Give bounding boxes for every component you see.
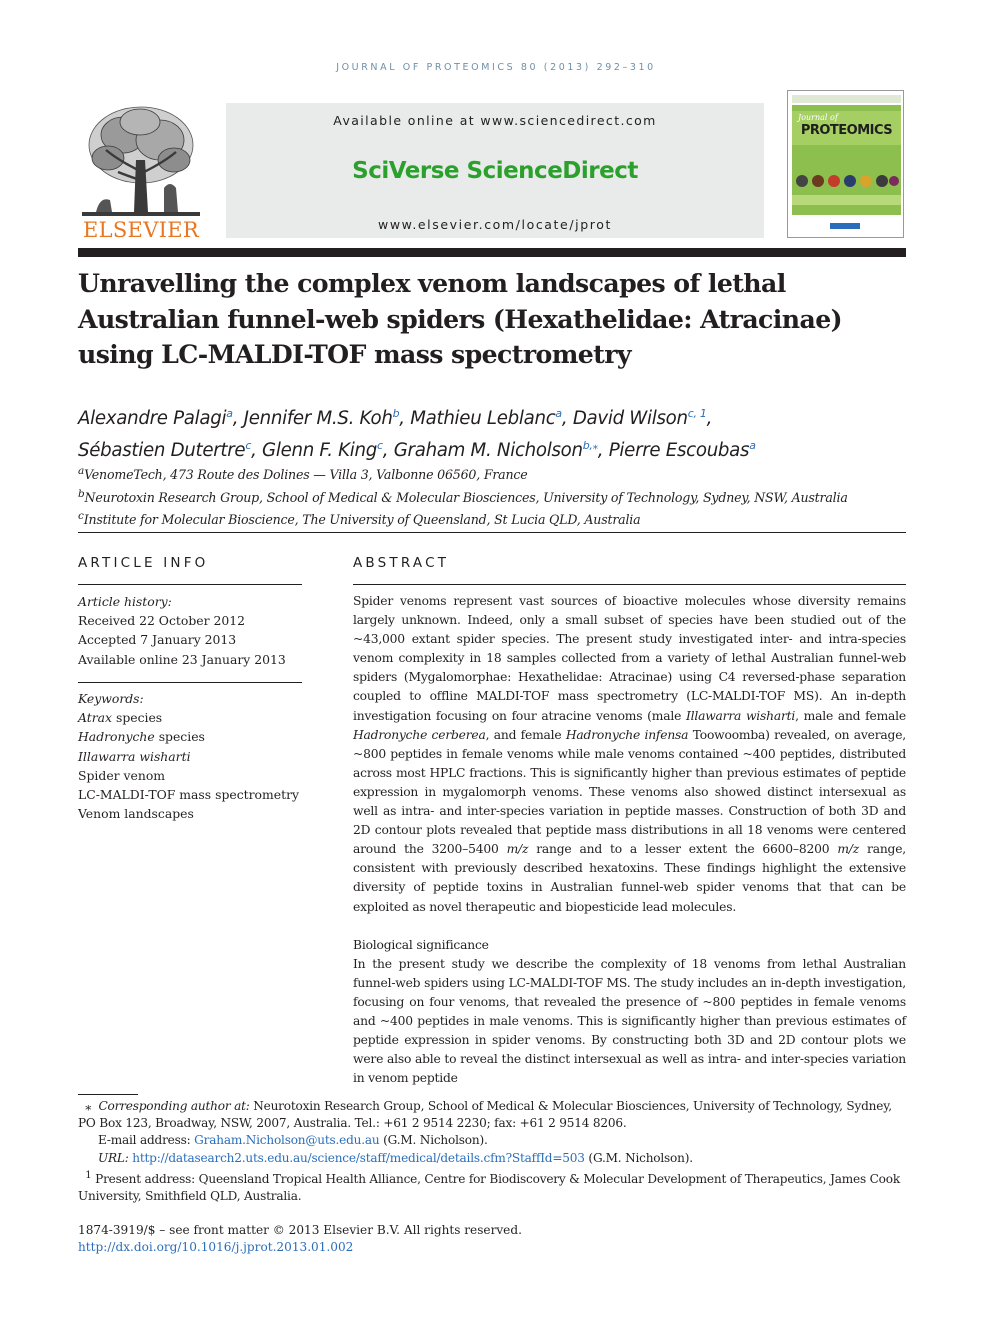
- keyword-item: LC-MALDI-TOF mass spectrometry: [78, 787, 299, 803]
- cover-journal-prefix: Journal of: [798, 113, 838, 122]
- keywords: [78, 689, 302, 823]
- article-history-label: Article history:: [78, 594, 172, 609]
- affiliation-rule: [78, 532, 906, 533]
- available-date: Available online 23 January 2013: [78, 651, 286, 667]
- author-2[interactable]: Jennifer M.S. Koh: [243, 408, 393, 430]
- affiliation-b: $^b$Neurotoxin Research Group, School of Medical & Molecular Biosciences, University of Technology, Sydney, NSW, Australia: [78, 487, 848, 505]
- sciencedirect-banner: [226, 103, 764, 238]
- abstract-rule: [353, 584, 906, 585]
- elsevier-wordmark: ELSEVIER: [83, 218, 199, 242]
- footnote-rule: [78, 1094, 138, 1095]
- author-list: Alexandre Palagi$^a$, Jennifer M.S. Koh$^b$, Mathieu Leblanc$^a$, David Wilson$^{c, 1}$, Sébastien Dutertre$^c$, Glenn F. King$^c$, Graham M. Nicholson$^{b,⁎}$, Pierre Escoubas$^a$: [78, 407, 756, 462]
- journal-running-header: JOURNAL OF PROTEOMICS 80 (2013) 292–310: [336, 62, 656, 73]
- article-title: Unravelling the complex venom landscapes of lethal Australian funnel-web spiders (Hexathelidae: Atracinae) using LC-MALDI-TOF mass spectrometry: [78, 268, 842, 369]
- article-info-rule: [78, 584, 302, 585]
- email-note: E-mail address: Graham.Nicholson@uts.edu.au (G.M. Nicholson).: [98, 1133, 488, 1148]
- journal-url[interactable]: www.elsevier.com/locate/jprot: [378, 217, 612, 232]
- author-4-affil[interactable]: c, 1: [687, 407, 707, 420]
- author-8-affil[interactable]: a: [749, 439, 756, 453]
- abstract-heading: ABSTRACT: [353, 555, 450, 571]
- copyright-block: [78, 1222, 906, 1256]
- available-online-text: Available online at www.sciencedirect.com: [333, 113, 657, 128]
- abstract-paragraph: Spider venoms represent vast sources of bioactive molecules whose diversity remains largely unknown. Indeed, only a small subset of species have been studied out of the ~43,000 extant spider species. The present study investigated inter- and intra-species venom complexity in 18 samples collected from a variety of lethal Australian funnel-web spiders (Mygalomorphae: Hexathelidae: Atracinae) using C4 reversed-phase separation coupled to offline MALDI-TOF mass spectrometry (LC-MALDI-TOF MS). An in-depth investigation focusing on four atracine venoms (male Illawarra wisharti, male and female Hadronyche cerberea, and female Hadronyche infensa Toowoomba) revealed, on average, ~800 peptides in female venoms while male venoms contained ~400 peptides, distributed across most HPLC fractions. This is significantly higher than previous estimates of peptide expression in mygalomorph venoms. These venoms also showed distinct intersexual as well as intra- and inter-species variation in peptide masses. Construction of both 3D and 2D contour plots revealed that peptide mass distributions in all 18 venoms were centered around the 3200–5400 m/z range and to a lesser extent the 6600–8200 m/z range, consistent with previously described hexatoxins. These findings highlight the extensive diversity of peptide toxins in Australian funnel-web spider venoms that that can be exploited as novel therapeutic and biopesticide lead molecules.: [353, 594, 907, 914]
- journal-cover-thumbnail: [787, 90, 904, 238]
- author-4[interactable]: David Wilson: [572, 408, 688, 430]
- sciencedirect-logo[interactable]: SciVerse ScienceDirect: [352, 158, 638, 184]
- keyword-item: Hadronyche species: [78, 729, 205, 745]
- author-6[interactable]: Glenn F. King: [262, 440, 378, 462]
- received-date: Received 22 October 2012: [78, 613, 246, 629]
- author-7[interactable]: Graham M. Nicholson: [393, 440, 583, 462]
- author-8[interactable]: Pierre Escoubas: [608, 440, 750, 462]
- cover-journal-name: PROTEOMICS: [800, 123, 893, 138]
- keyword-item: Illawarra wisharti: [78, 748, 191, 764]
- header-rule: [78, 248, 906, 257]
- copyright-line: 1874-3919/$ – see front matter © 2013 Elsevier B.V. All rights reserved.: [78, 1223, 522, 1237]
- biological-significance-heading: Biological significance: [353, 937, 489, 952]
- affiliation-c: $^c$Institute for Molecular Bioscience, The University of Queensland, St Lucia QLD, Australia: [78, 510, 641, 528]
- corresponding-author-note: ⁎ Corresponding author at: Neurotoxin Research Group, School of Medical & Molecular Biosciences, University of Technology, Sydney, PO Box 123, Broadway, NSW, 2007, Australia. Tel.: +61 2 9514 2230; fax: +61 2 9514 8206.: [78, 1099, 892, 1131]
- affiliation-a: $^a$VenomeTech, 473 Route des Dolines — Villa 3, Valbonne 06560, France: [78, 465, 528, 483]
- keywords-label: Keywords:: [78, 691, 144, 706]
- keyword-item: Venom landscapes: [78, 806, 194, 822]
- author-5[interactable]: Sébastien Dutertre: [78, 440, 246, 462]
- author-3-affil[interactable]: a: [555, 407, 562, 420]
- article-history: [78, 592, 302, 669]
- accepted-date: Accepted 7 January 2013: [78, 632, 237, 648]
- email-link[interactable]: Graham.Nicholson@uts.edu.au: [194, 1133, 380, 1148]
- abstract-body: [353, 592, 906, 1088]
- affiliations: [78, 462, 908, 530]
- present-address-note: $^1$ Present address: Queensland Tropical Health Alliance, Centre for Biodiscovery & Molecular Development of Therapeutics, James Cook University, Smithfield QLD, Australia.: [78, 1169, 900, 1204]
- article-info-heading: ARTICLE INFO: [78, 555, 209, 571]
- keyword-item: Spider venom: [78, 767, 166, 783]
- author-5-affil[interactable]: c: [245, 439, 252, 453]
- author-1-affil[interactable]: a: [226, 407, 233, 420]
- url-note: URL: http://datasearch2.uts.edu.au/science/staff/medical/details.cfm?StaffId=503 (G.M. Nicholson).: [98, 1150, 693, 1165]
- keyword-item: Atrax species: [78, 710, 163, 726]
- doi-link[interactable]: http://dx.doi.org/10.1016/j.jprot.2013.01.002: [78, 1240, 354, 1255]
- author-1[interactable]: Alexandre Palagi: [78, 408, 227, 430]
- keywords-rule: [78, 682, 302, 683]
- footnotes: [78, 1098, 906, 1205]
- author-3[interactable]: Mathieu Leblanc: [410, 408, 556, 430]
- author-2-affil[interactable]: b: [392, 407, 400, 420]
- author-7-affil[interactable]: b,⁎: [582, 439, 598, 453]
- author-6-affil[interactable]: c: [377, 439, 383, 453]
- biological-significance-text: In the present study we describe the complexity of 18 venoms from lethal Australian funnel-web spiders using LC-MALDI-TOF MS. The study includes an in-depth investigation, focusing on four venoms, that revealed the presence of ~800 peptides in female venoms and ~400 peptides in male venoms. This is significantly higher than previous estimates of peptide expression in spider venoms. By constructing both 3D and 2D contour plots we were also able to reveal the distinct intersexual as well as intra- and inter-species variation in venom peptide: [353, 956, 906, 1086]
- staff-url-link[interactable]: http://datasearch2.uts.edu.au/science/staff/medical/details.cfm?StaffId=503: [132, 1150, 585, 1165]
